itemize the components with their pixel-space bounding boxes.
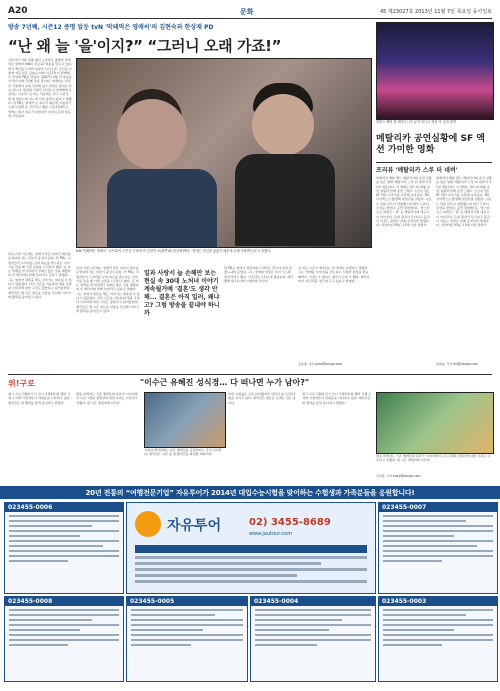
article-column-4: 김 씨는 시즌이 계속되는 한 영애로 살겠다고 말했다. 그는 '영애를 보며 힘을 얻는다는 시청자 편지를 받을 때마다 그만둘 수 없다는 생각이 든다'고 했다. 제작진 역시 시즌13을 염두에 두고 있다고 밝혔다. <box>298 266 370 283</box>
person-left-face <box>117 99 187 169</box>
side-divider <box>376 162 492 163</box>
center-ad-phone: 02) 3455-8689 <box>249 517 331 528</box>
side-column-2: 세계적인 메탈 밴드 메탈리카의 공연 실황을 담은 영화 '메탈리카 스루 더 네버'가 21일 개봉한다. 이 영화는 밴드의 대형 공연 실황과 함께 공연 스태프 소년이 겪는 SF 액션 이야기를 교차해 보여준다. 3D 아이맥스로 촬영해 현장감을 살렸다. 님로드 안탈 감독이 연출했으며 데인 드한이 주연을 맡았다. 공연 장면에서는 '마스터 오브 퍼펫츠', '원' 등 메탈리카의 대표곡이 이어진다. 무대 장치가 무너지고 불길이 치솟는 장면은 실제 공연처럼 생생하다. 러닝타임 93분, 15세 이상 관람가. <box>436 176 492 228</box>
article-column-1: 사부자인 다큐 연출 형식 드라마로 출발한 막돼먹은 영애씨 tvN이 시즌12 방송을 앞두고 있다. 한국 케이블 드라마 최장수 시리즈다. 주인공 이영애 역을 맡은 김현숙 씨와 시즌1부터 함께해 온 한상재 PD를 만났다. 2007년 4월 첫 방송을 시작한 이래 7년째 방송 중이다. 영애씨는 여전히 직장에서 을의 처지에 있고 연애도 뜻대로 되지 않는다. 현실의 직장인 여성들이 영애에게 공감하는 이유다. 김 씨는 처음에는 한두 시즌만 할 줄 알았는데 어느새 서른 중반이 됐다고 말했다. 한 PD는 영애가 늘 을이기 때문에 시청자가 오래 사랑해 준 것이라고 했다. 시즌12에서도 영애는 회사 대표가 되었지만 여전히 갑의 횡포에 시달린다. <box>8 58 72 118</box>
ad-phone-6: 023455-0003 <box>379 597 497 606</box>
bottom-column-4: 한편 시청률은 소폭 하락했지만 여전히 동시간대 1위를 지키고 있다. 제작진은 새로운 포맷도 검토 중이다. <box>228 392 296 405</box>
article-byline: 김윤종 기자 zozo@donga.com <box>298 362 343 366</box>
side-column-1: 세계적인 메탈 밴드 메탈리카의 공연 실황을 담은 영화 '메탈리카 스루 더 네버'가 21일 개봉한다. 이 영화는 밴드의 대형 공연 실황과 함께 공연 스태프 소년이 겪는 SF 액션 이야기를 교차해 보여준다. 3D 아이맥스로 촬영해 현장감을 살렸다. 님로드 안탈 감독이 연출했으며 데인 드한이 주연을 맡았다. 공연 장면에서는 '마스터 오브 퍼펫츠', '원' 등 메탈리카의 대표곡이 이어진다. 무대 장치가 무너지고 불길이 치솟는 장면은 실제 공연처럼 생생하다. 러닝타임 93분, 15세 이상 관람가. <box>376 176 432 228</box>
bottom-column-1: 개그 프로그램의 인기 코너 '1박2일'의 멤버 교체 소식에 시청자들이 아쉬움을 나타내고 있다. 제작진은 새 멤버를 물색 중이라고 밝혔다. <box>8 392 71 405</box>
ad-banner[interactable]: 20년 전통의 “여행전문기업” 자유투어가 2014년 대입수능시험을 맞이하는 수험생과 가족분들을 응원합니다! <box>0 486 500 499</box>
bottom-photo-2 <box>376 392 494 454</box>
side-headline: 메탈리카 공연실황에 SF 액션 가미한 영화 <box>376 134 485 155</box>
center-ad-logo: 자유투어 <box>167 518 222 534</box>
page-number: A20 <box>8 6 28 16</box>
page-header <box>8 4 492 19</box>
ad-phone-4: 023455-0005 <box>127 597 247 606</box>
bottom-column-5: 개그 프로그램의 인기 코너 '1박2일'의 멤버 교체 소식에 시청자들이 아쉬움을 나타내고 있다. 제작진은 새 멤버를 물색 중이라고 밝혔다. <box>302 392 372 405</box>
bottom-label: 위!구로 <box>8 379 35 388</box>
person-right-body <box>235 154 335 246</box>
center-ad-url: www.jautour.com <box>249 531 293 537</box>
center-ad[interactable] <box>126 502 376 594</box>
interview-photo <box>76 58 372 248</box>
side-subhead: 프리뷰 '메탈리카 스루 더 네버' <box>376 167 458 174</box>
article-column-1b: 특히 이번 시즌에는 영애가 작은 디자인 회사를 운영하며 겪는 일들이 중심이 된다. 한 PD는 시청자들이 드라마를 보며 위로를 받는다는 이야기를 들을 때 가장 보람을 느낀다고 했다. 김 씨는 영애를 연기하면서 실제로 많은 것을 배웠다며 이 캐릭터와 함께 늙어가고 싶다고 말했다. 그는 영애가 결혼을 해도 이야기는 계속될 수 있다고 덧붙였다. 다만 시즌을 거듭하며 체중 조절과 이미지에 대한 고민도 많았다고 털어놓았다. 제작진은 매 시즌 새로운 인물을 투입해 이야기에 활력을 불어넣고 있다. <box>8 252 72 299</box>
article-column-2: 특히 이번 시즌에는 영애가 작은 디자인 회사를 운영하며 겪는 일들이 중심이 된다. 한 PD는 시청자들이 드라마를 보며 위로를 받는다는 이야기를 들을 때 가장 보람을 느낀다고 했다. 김 씨는 영애를 연기하면서 실제로 많은 것을 배웠다며 이 캐릭터와 함께 늙어가고 싶다고 말했다. 그는 영애가 결혼을 해도 이야기는 계속될 수 있다고 덧붙였다. 다만 시즌을 거듭하며 체중 조절과 이미지에 대한 고민도 많았다고 털어놓았다. 제작진은 매 시즌 새로운 인물을 투입해 이야기에 활력을 불어넣고 있다. <box>76 266 140 313</box>
ad-phone-5: 023455-0004 <box>251 597 375 606</box>
ad-phone-2: 023455-0007 <box>379 503 497 512</box>
ad-box-4[interactable] <box>126 596 248 682</box>
ad-phone-1: 023455-0006 <box>5 503 123 512</box>
bottom-byline: 이지훈 기자 easy@donga.com <box>376 474 421 478</box>
bottom-headline: "이수근 유혜진 성식경… 다 떠나면 누가 남아?" <box>140 378 310 387</box>
side-byline: 임희윤 기자 imi@donga.com <box>436 362 479 366</box>
ad-box-3[interactable] <box>4 596 124 682</box>
article-kicker: 방송 7년째, 시즌12 증명 앞둔 tvN '막돼먹은 영애씨'의 김현숙과 한상재 PD <box>8 24 214 31</box>
ad-box-5[interactable] <box>250 596 376 682</box>
ad-box-6[interactable] <box>378 596 498 682</box>
bottom-divider <box>8 374 492 375</box>
concert-photo-caption: 비틀스 멤버 폴 매카트니의 뮤직 비디오 영상 속 공연 장면. <box>376 120 457 124</box>
bottom-column-2: 방송 관계자는 기존 멤버들의 하차가 이어지면서 프로그램의 정체성에 대한 우려도 나온다고 전했다. 새 시즌 재정비에 나선다. <box>76 392 138 405</box>
bottom-column-6: 방송 관계자는 기존 멤버들의 하차가 이어지면서 프로그램의 정체성에 대한 우려도 나온다고 전했다. 새 시즌 재정비에 나선다. <box>376 454 491 463</box>
concert-photo <box>376 22 494 120</box>
pull-quote: 일과 사랑서 늘 손해만 보는 현실 속 30대 노처녀 이야기 계속될거예 '결혼'도 생각 안 해... 결혼은 아직 일러, 왜냐고? 그럼 방송을 끝내야 하니까 <box>144 270 220 317</box>
ad-phone-3: 023455-0008 <box>5 597 123 606</box>
person-left-body <box>107 169 217 247</box>
ad-box-1[interactable] <box>4 502 124 594</box>
person-right-face <box>252 94 314 156</box>
section-name: 문화 <box>240 8 254 16</box>
sun-icon <box>135 511 161 537</box>
bottom-photo <box>144 392 226 448</box>
issue-meta: 45 제23027호 2013년 11월 7일 목요일 동아일보 <box>379 9 492 15</box>
bottom-column-3: 시청자 게시판에는 남은 멤버들을 응원한다는 글이 이어졌다. 제작진은 이달 중 새 출연진을 확정할 계획이다. <box>144 448 222 457</box>
interview-photo-caption: tvN '막돼먹은 영애씨' 시즌12의 주인공 이영애 역 김현숙 씨(왼쪽)와 한상재 PD는 '영애는 현실을 닮았기 때문에 오래 사랑받는다'고 말했다. <box>76 249 272 253</box>
ad-box-2[interactable] <box>378 502 498 594</box>
article-column-3: 한 PD는 영애가 결혼하면 드라마도 끝나야 하지 않겠느냐며 웃었다. 그는 영애의 일상은 우리 모두의 일상이라고 했다. 시즌12는 11일 첫 방송된다. 매주 월화 밤 11시에 시청자와 만난다. <box>224 266 294 283</box>
article-headline: “난 왜 늘 '을'이지?” “그러니 오래 가죠!” <box>8 37 282 55</box>
